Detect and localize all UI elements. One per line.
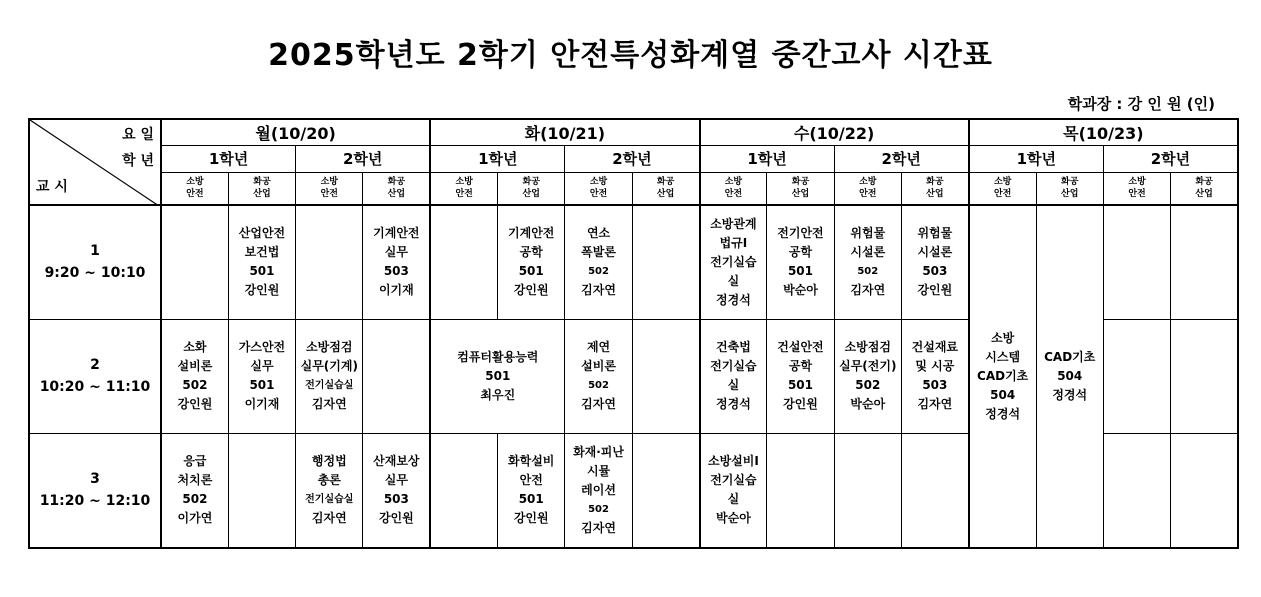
grade-header: 1학년	[430, 145, 565, 172]
dept-header-chem-industry: 화공 산업	[1036, 172, 1103, 205]
exam-cell-line: 제연	[586, 340, 611, 354]
exam-cell-empty	[632, 433, 699, 548]
corner-grade-label: 학 년	[122, 153, 154, 169]
exam-cell-line: 강인원	[378, 511, 414, 526]
exam-cell-line: 시설론	[850, 245, 886, 260]
exam-cell-line: 법규I	[719, 235, 748, 250]
exam-cell-line: 정경석	[1052, 388, 1088, 402]
exam-cell-line: 박순아	[850, 397, 886, 411]
exam-cell-line: 김자연	[311, 511, 347, 526]
exam-cell-line: 산업안전	[238, 226, 286, 241]
exam-cell	[969, 205, 1036, 548]
exam-cell-empty	[430, 433, 497, 548]
exam-cell-line: 공학	[788, 245, 813, 260]
exam-cell-line: 실무(전기)	[839, 359, 897, 373]
exam-cell-line: 김자연	[581, 397, 616, 411]
exam-timetable	[28, 118, 1239, 549]
exam-cell	[228, 319, 295, 433]
exam-cell-empty	[228, 433, 295, 548]
exam-cell-line: 501	[249, 378, 275, 392]
exam-cell-line: 산재보상	[373, 454, 420, 469]
exam-cell-line: 김자연	[850, 283, 886, 298]
exam-cell-line: 정경석	[716, 397, 751, 411]
exam-cell-line: 503	[383, 492, 409, 507]
exam-cell-line: 전기실습	[710, 359, 757, 373]
exam-cell	[228, 205, 295, 319]
exam-cell-empty	[1103, 319, 1170, 433]
exam-cell-line: 화학설비	[508, 454, 555, 469]
exam-cell-line: 연소	[586, 226, 611, 241]
exam-cell-line: 소방설비I	[707, 454, 759, 469]
exam-cell-line: 502	[588, 266, 609, 278]
exam-cell-line: 501	[787, 378, 813, 392]
grade-header: 1학년	[700, 145, 835, 172]
exam-cell-line: 501	[787, 264, 813, 279]
exam-cell-line: 503	[922, 378, 948, 392]
exam-cell-line: 행정법	[311, 454, 347, 469]
day-header-thu: 목(10/23)	[969, 119, 1238, 145]
exam-cell	[363, 205, 430, 319]
exam-cell-line: 전기실습	[710, 254, 757, 269]
exam-cell-line: 레이션	[581, 482, 616, 497]
exam-cell-line: 전기안전	[777, 226, 824, 241]
exam-cell-line: 정경석	[985, 407, 1021, 421]
exam-cell-empty	[161, 205, 228, 319]
exam-cell-line: 김자연	[311, 397, 347, 411]
exam-cell-line: 응급	[183, 454, 207, 469]
exam-cell-line: 시설론	[917, 245, 953, 260]
exam-cell-line: 강인원	[783, 397, 818, 411]
exam-cell-empty	[1171, 433, 1238, 548]
exam-cell-line: 강인원	[244, 283, 280, 298]
exam-cell-empty	[901, 433, 968, 548]
corner-header	[29, 119, 161, 205]
exam-cell-line: 503	[922, 264, 948, 279]
exam-cell-line: 실	[727, 492, 740, 507]
exam-cell-line: CAD기초	[1044, 350, 1096, 364]
dept-header-chem-industry: 화공 산업	[498, 172, 565, 205]
dept-header-chem-industry: 화공 산업	[632, 172, 699, 205]
exam-cell	[565, 205, 632, 319]
exam-cell-line: 박순아	[716, 511, 751, 526]
exam-cell-line: 501	[518, 492, 544, 507]
exam-cell-line: 공학	[788, 359, 813, 373]
exam-cell	[834, 319, 901, 433]
exam-cell-line: CAD기초	[977, 369, 1029, 383]
exam-cell	[430, 319, 565, 433]
exam-cell-line: 가스안전	[238, 340, 286, 354]
exam-cell-line: 소방점검	[306, 340, 353, 354]
exam-cell-line: 실	[727, 378, 740, 392]
page-title: 2025학년도 2학기 안전특성화계열 중간고사 시간표	[268, 38, 993, 73]
exam-cell	[296, 433, 363, 548]
exam-cell-line: 시스템	[985, 350, 1021, 364]
exam-cell-line: 위험물	[917, 226, 953, 241]
exam-cell	[901, 319, 968, 433]
exam-cell-empty	[430, 205, 497, 319]
exam-cell-empty	[632, 319, 699, 433]
exam-cell-line: 502	[857, 266, 879, 278]
grade-header: 1학년	[969, 145, 1104, 172]
exam-cell-line: 502	[588, 503, 609, 515]
exam-cell	[498, 433, 565, 548]
exam-cell-line: 위험물	[850, 226, 886, 241]
dept-header-fire-safety: 소방 안전	[1103, 172, 1170, 205]
exam-cell-line: 이기재	[244, 397, 280, 411]
period-2-label: 2 10:20 ~ 11:10	[29, 319, 161, 433]
exam-cell-empty	[1171, 205, 1238, 319]
exam-cell-line: 총론	[317, 473, 341, 488]
exam-cell-line: 이기재	[378, 283, 414, 298]
exam-cell-empty	[834, 433, 901, 548]
exam-cell-line: 실무	[384, 473, 408, 488]
exam-cell-line: 실무	[250, 359, 274, 373]
exam-cell-line: 화재·피난	[573, 444, 624, 459]
exam-cell-line: 김자연	[581, 520, 616, 535]
exam-cell-line: 502	[182, 378, 208, 392]
dept-header-chem-industry: 화공 산업	[363, 172, 430, 205]
exam-cell-line: 시뮬	[586, 463, 611, 478]
grade-header: 2학년	[565, 145, 700, 172]
exam-cell-line: 보건법	[244, 245, 280, 260]
exam-cell-line: 기계안전	[373, 226, 420, 241]
exam-cell	[161, 319, 228, 433]
dept-header-chem-industry: 화공 산업	[228, 172, 295, 205]
exam-cell	[296, 319, 363, 433]
exam-cell	[363, 433, 430, 548]
exam-cell-line: 기계안전	[508, 226, 555, 241]
exam-cell-line: 박순아	[783, 283, 818, 298]
exam-cell	[565, 433, 632, 548]
period-1-label: 1 9:20 ~ 10:10	[29, 205, 161, 319]
exam-cell-line: 강인원	[513, 511, 549, 526]
exam-cell-line: 전기실습실	[305, 380, 354, 391]
exam-cell-line: 실무	[384, 245, 408, 260]
exam-cell-line: 정경석	[716, 292, 751, 307]
exam-cell-line: 소방점검	[844, 340, 891, 354]
exam-cell-line: 컴퓨터활용능력	[457, 349, 539, 364]
exam-cell-line: 소방	[991, 331, 1015, 345]
exam-cell-line: 공학	[519, 245, 543, 260]
exam-cell-line: 폭발론	[581, 245, 616, 260]
dept-header-fire-safety: 소방 안전	[565, 172, 632, 205]
exam-cell-line: 건축법	[716, 340, 751, 354]
exam-cell-line: 실무(기계)	[300, 359, 358, 373]
exam-cell-line: 안전	[519, 473, 543, 488]
day-header-mon: 월(10/20)	[161, 119, 430, 145]
exam-cell-line: 502	[855, 378, 881, 392]
grade-header: 2학년	[834, 145, 969, 172]
period-3-label: 3 11:20 ~ 12:10	[29, 433, 161, 548]
exam-cell-line: 실	[727, 273, 740, 288]
exam-cell-line: 설비론	[581, 359, 616, 373]
exam-cell-line: 건설안전	[777, 340, 824, 354]
exam-cell-empty	[1171, 319, 1238, 433]
exam-cell-line: 전기실습실	[305, 494, 354, 506]
exam-cell-line: 설비론	[177, 359, 213, 373]
grade-header: 2학년	[1103, 145, 1238, 172]
exam-cell-line: 504	[990, 388, 1016, 402]
exam-cell-line: 501	[518, 264, 544, 279]
dept-header-fire-safety: 소방 안전	[161, 172, 228, 205]
exam-cell-line: 건설재료	[911, 340, 959, 354]
dept-header-chem-industry: 화공 산업	[1171, 172, 1238, 205]
exam-cell	[565, 319, 632, 433]
exam-cell-line: 김자연	[917, 397, 953, 411]
corner-day-label: 요 일	[122, 127, 154, 143]
exam-cell-line: 소방관계	[710, 216, 757, 231]
exam-cell	[1036, 205, 1103, 548]
exam-cell-line: 강인원	[917, 283, 953, 298]
day-header-wed: 수(10/22)	[700, 119, 969, 145]
exam-cell-line: 503	[383, 264, 409, 279]
exam-cell-empty	[1103, 433, 1170, 548]
exam-cell	[700, 205, 767, 319]
dept-header-fire-safety: 소방 안전	[834, 172, 901, 205]
day-header-tue: 화(10/21)	[430, 119, 699, 145]
exam-cell-line: 502	[588, 380, 609, 391]
dept-header-fire-safety: 소방 안전	[296, 172, 363, 205]
exam-cell-empty	[767, 433, 834, 548]
dept-header-fire-safety: 소방 안전	[700, 172, 767, 205]
exam-cell-line: 김자연	[581, 283, 616, 298]
exam-cell-line: 이가연	[177, 511, 213, 526]
exam-cell	[767, 205, 834, 319]
exam-cell-line: 504	[1057, 369, 1083, 383]
exam-cell	[767, 319, 834, 433]
department-head-note: 학과장 : 강 인 원 (인)	[1067, 95, 1215, 113]
corner-period-label: 교 시	[36, 179, 68, 195]
exam-cell-line: 502	[182, 492, 208, 507]
dept-header-fire-safety: 소방 안전	[430, 172, 497, 205]
dept-header-fire-safety: 소방 안전	[969, 172, 1036, 205]
exam-cell	[498, 205, 565, 319]
exam-cell-line: 전기실습	[710, 473, 757, 488]
exam-cell-line: 강인원	[177, 397, 213, 411]
exam-cell-empty	[363, 319, 430, 433]
grade-header: 2학년	[296, 145, 431, 172]
exam-cell	[700, 319, 767, 433]
exam-cell-line: 501	[485, 368, 511, 383]
exam-cell-line: 최우진	[480, 387, 516, 402]
exam-cell-line: 및 시공	[915, 359, 955, 373]
dept-header-chem-industry: 화공 산업	[767, 172, 834, 205]
dept-header-chem-industry: 화공 산업	[901, 172, 968, 205]
exam-cell-line: 처치론	[177, 473, 213, 488]
exam-cell-empty	[296, 205, 363, 319]
exam-cell-line: 소화	[183, 340, 207, 354]
grade-header: 1학년	[161, 145, 296, 172]
exam-cell-empty	[1103, 205, 1170, 319]
exam-cell	[161, 433, 228, 548]
exam-cell	[700, 433, 767, 548]
exam-cell	[901, 205, 968, 319]
exam-cell-line: 501	[249, 264, 275, 279]
exam-cell	[834, 205, 901, 319]
exam-cell-line: 강인원	[513, 283, 549, 298]
exam-cell-empty	[632, 205, 699, 319]
